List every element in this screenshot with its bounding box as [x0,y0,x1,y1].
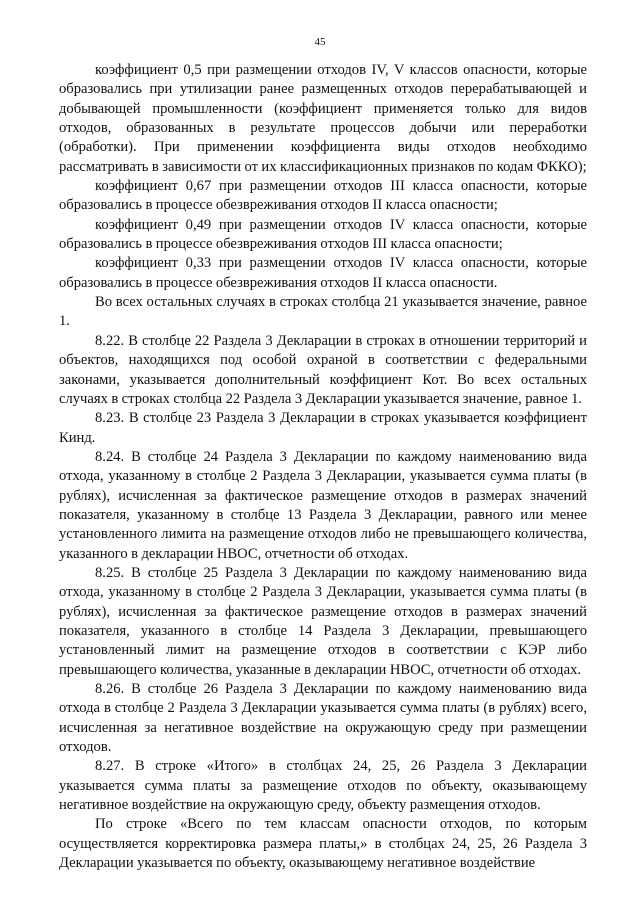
paragraph-8-24: 8.24. В столбце 24 Раздела 3 Декларации по каждому наименованию вида отхода, указанному в столбце 2 Раздела 3 Декларации, указывается сумма платы (в рублях), исчисленная за фактическое размещение отходов в размерах значений показателя, указанному в столбце 13 Раздела 3 Декларации, равного или менее установленного лимита на размещение отходов либо не превышающего количества, указанного в декларации НВОС, отчетности об отходах. [59,448,587,562]
paragraph-coefficient-0-33: коэффициент 0,33 при размещении отходов IV класса опасности, которые образовались в процессе обезвреживания отходов II класса опасности. [59,255,587,291]
paragraph-8-23: 8.23. В столбце 23 Раздела 3 Декларации в строках указывается коэффициент Кинд. [59,410,587,446]
paragraph-8-22: 8.22. В столбце 22 Раздела 3 Декларации в строках в отношении территорий и объектов, находящихся под особой охраной в соответствии с федеральными законами, указывается дополнительный коэффициент Кот. Во всех остальных случаях в строках столбца 22 Раздела 3 Декларации указывается значение, равное 1. [59,332,587,407]
paragraph-total-row: По строке «Всего по тем классам опасности отходов, по которым осуществляется корректировка размера платы,» в столбцах 24, 25, 26 Раздела 3 Декларации указывается по объекту, оказывающему негативное воздействие [59,816,587,872]
document-body [59,61,587,873]
paragraph-8-27: 8.27. В строке «Итого» в столбцах 24, 25, 26 Раздела 3 Декларации указывается сумма платы за размещение отходов по объекту, оказывающему негативное воздействие на окружающую среду, объекту размещения отходов. [59,758,587,814]
paragraph-8-25: 8.25. В столбце 25 Раздела 3 Декларации по каждому наименованию вида отхода, указанному в столбце 2 Раздела 3 Декларации, указывается сумма платы (в рублях), исчисленная за фактическое размещение отходов в размерах значений показателя, указанного в столбце 14 Раздела 3 Декларации, превышающего установленный лимит на размещение отходов в соответствии с КЭР либо превышающего количества, указанные в декларации НВОС, отчетности об отходах. [59,564,587,678]
paragraph-coefficient-0-67: коэффициент 0,67 при размещении отходов III класса опасности, которые образовались в процессе обезвреживания отходов II класса опасности; [59,178,587,214]
paragraph-coefficient-0-49: коэффициент 0,49 при размещении отходов IV класса опасности, которые образовались в процессе обезвреживания отходов III класса опасности; [59,216,587,253]
paragraph-other-cases: Во всех остальных случаях в строках столбца 21 указывается значение, равное 1. [59,294,587,330]
paragraph-coefficient-0-5: коэффициент 0,5 при размещении отходов IV, V классов опасности, которые образовались при утилизации ранее размещенных отходов перерабатывающей и добывающей промышленности (коэффициент применяется только для видов отходов, образованных в результате процессов добычи или переработки (обработки). При применении коэффициента виды отходов необходимо рассматривать в зависимости от их классификационных признаков по кодам ФККО); [59,62,587,175]
paragraph-8-26: 8.26. В столбце 26 Раздела 3 Декларации по каждому наименованию вида отхода в столбце 2 Раздела 3 Декларации указывается сумма платы (в рублях) всего, исчисленная за негативное воздействие на окружающую среду при размещении отходов. [59,681,587,756]
page-number: 45 [314,36,326,48]
